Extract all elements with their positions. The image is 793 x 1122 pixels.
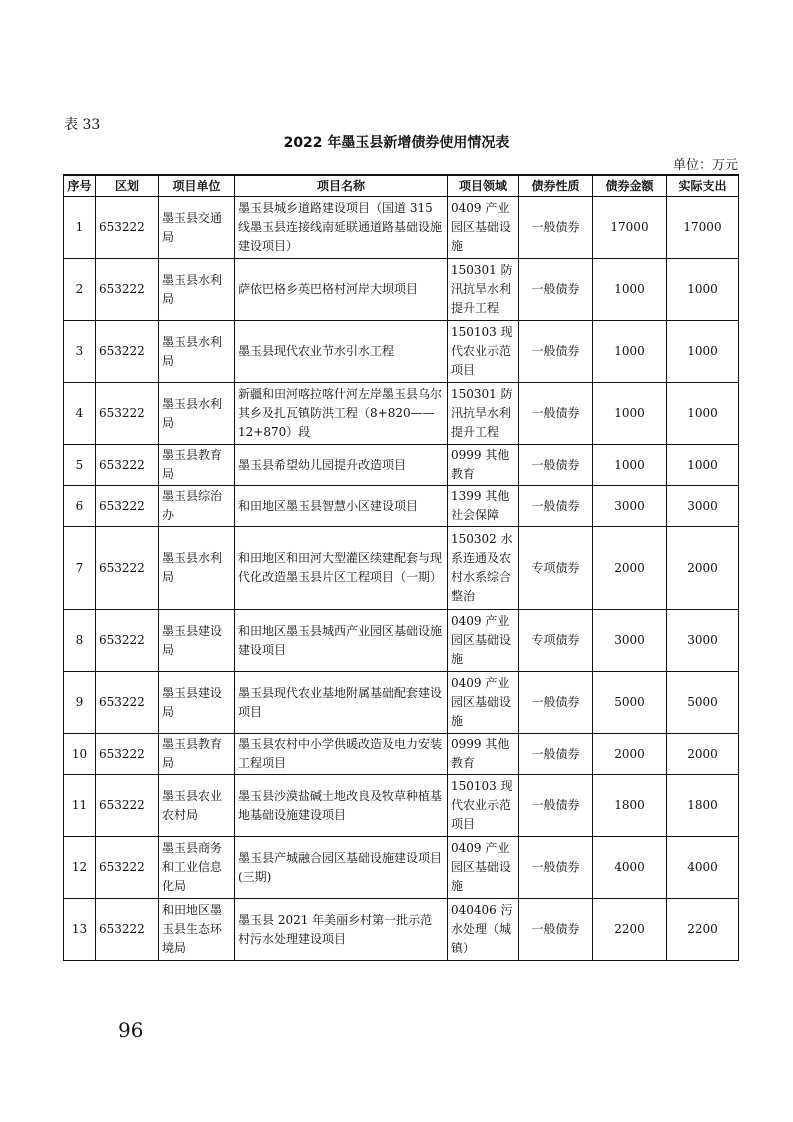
cell-amount: 2000 bbox=[593, 527, 667, 610]
table-row bbox=[64, 486, 739, 527]
cell-spent: 3000 bbox=[667, 486, 739, 527]
cell-spent: 17000 bbox=[667, 197, 739, 259]
header-name: 项目名称 bbox=[235, 175, 448, 197]
table-row bbox=[64, 610, 739, 672]
cell-region: 653222 bbox=[96, 197, 159, 259]
cell-unit: 墨玉县教育局 bbox=[159, 734, 235, 775]
cell-unit: 墨玉县建设局 bbox=[159, 610, 235, 672]
cell-field: 040406 污水处理（城镇） bbox=[448, 899, 519, 961]
cell-field: 150103 现代农业示范项目 bbox=[448, 775, 519, 837]
cell-amount: 1000 bbox=[593, 321, 667, 383]
cell-spent: 3000 bbox=[667, 610, 739, 672]
cell-type: 一般债券 bbox=[519, 197, 593, 259]
cell-amount: 1000 bbox=[593, 445, 667, 486]
cell-no: 1 bbox=[64, 197, 96, 259]
page-number: 96 bbox=[118, 1018, 144, 1042]
cell-spent: 5000 bbox=[667, 672, 739, 734]
cell-type: 一般债券 bbox=[519, 486, 593, 527]
cell-region: 653222 bbox=[96, 321, 159, 383]
header-field: 项目领域 bbox=[448, 175, 519, 197]
cell-amount: 2200 bbox=[593, 899, 667, 961]
cell-amount: 4000 bbox=[593, 837, 667, 899]
cell-no: 8 bbox=[64, 610, 96, 672]
cell-name: 墨玉县农村中小学供暖改造及电力安装工程项目 bbox=[235, 734, 448, 775]
cell-spent: 1000 bbox=[667, 383, 739, 445]
cell-field: 0999 其他教育 bbox=[448, 445, 519, 486]
cell-unit: 和田地区墨玉县生态环境局 bbox=[159, 899, 235, 961]
cell-spent: 4000 bbox=[667, 837, 739, 899]
cell-amount: 5000 bbox=[593, 672, 667, 734]
cell-unit: 墨玉县交通局 bbox=[159, 197, 235, 259]
cell-name: 和田地区墨玉县城西产业园区基础设施建设项目 bbox=[235, 610, 448, 672]
cell-region: 653222 bbox=[96, 486, 159, 527]
header-amount: 债券金额 bbox=[593, 175, 667, 197]
cell-unit: 墨玉县水利局 bbox=[159, 527, 235, 610]
cell-region: 653222 bbox=[96, 734, 159, 775]
cell-no: 4 bbox=[64, 383, 96, 445]
cell-name: 和田地区和田河大型灌区续建配套与现代化改造墨玉县片区工程项目（一期） bbox=[235, 527, 448, 610]
cell-type: 专项债券 bbox=[519, 610, 593, 672]
page-title: 2022 年墨玉县新增债券使用情况表 bbox=[283, 135, 510, 151]
cell-region: 653222 bbox=[96, 899, 159, 961]
cell-unit: 墨玉县商务和工业信息化局 bbox=[159, 837, 235, 899]
cell-no: 12 bbox=[64, 837, 96, 899]
cell-region: 653222 bbox=[96, 775, 159, 837]
table-row bbox=[64, 775, 739, 837]
cell-field: 0999 其他教育 bbox=[448, 734, 519, 775]
cell-name: 墨玉县 2021 年美丽乡村第一批示范村污水处理建设项目 bbox=[235, 899, 448, 961]
cell-field: 1399 其他社会保障 bbox=[448, 486, 519, 527]
table-row bbox=[64, 197, 739, 259]
header-type: 债券性质 bbox=[519, 175, 593, 197]
cell-type: 一般债券 bbox=[519, 775, 593, 837]
cell-region: 653222 bbox=[96, 527, 159, 610]
cell-no: 13 bbox=[64, 899, 96, 961]
cell-amount: 3000 bbox=[593, 486, 667, 527]
cell-name: 墨玉县城乡道路建设项目（国道 315 线墨玉县连接线南延联通道路基础设施建设项目） bbox=[235, 197, 448, 259]
cell-field: 0409 产业园区基础设施 bbox=[448, 610, 519, 672]
cell-type: 一般债券 bbox=[519, 321, 593, 383]
header-unit: 项目单位 bbox=[159, 175, 235, 197]
cell-field: 150301 防汛抗旱水利提升工程 bbox=[448, 383, 519, 445]
cell-type: 一般债券 bbox=[519, 383, 593, 445]
unit-label: 单位：万元 bbox=[672, 158, 738, 173]
cell-amount: 1800 bbox=[593, 775, 667, 837]
table-row bbox=[64, 899, 739, 961]
cell-no: 10 bbox=[64, 734, 96, 775]
cell-name: 墨玉县现代农业基地附属基础配套建设项目 bbox=[235, 672, 448, 734]
cell-name: 萨依巴格乡英巴格村河岸大坝项目 bbox=[235, 259, 448, 321]
cell-unit: 墨玉县建设局 bbox=[159, 672, 235, 734]
cell-spent: 1000 bbox=[667, 259, 739, 321]
cell-no: 6 bbox=[64, 486, 96, 527]
table-row bbox=[64, 734, 739, 775]
cell-unit: 墨玉县水利局 bbox=[159, 259, 235, 321]
cell-name: 墨玉县产城融合园区基础设施建设项目(三期) bbox=[235, 837, 448, 899]
cell-field: 150103 现代农业示范项目 bbox=[448, 321, 519, 383]
cell-name: 墨玉县现代农业节水引水工程 bbox=[235, 321, 448, 383]
cell-region: 653222 bbox=[96, 672, 159, 734]
cell-no: 7 bbox=[64, 527, 96, 610]
cell-field: 150301 防汛抗旱水利提升工程 bbox=[448, 259, 519, 321]
cell-spent: 2200 bbox=[667, 899, 739, 961]
cell-type: 一般债券 bbox=[519, 734, 593, 775]
cell-type: 专项债券 bbox=[519, 527, 593, 610]
cell-spent: 2000 bbox=[667, 734, 739, 775]
cell-unit: 墨玉县综治办 bbox=[159, 486, 235, 527]
cell-type: 一般债券 bbox=[519, 259, 593, 321]
cell-spent: 1000 bbox=[667, 445, 739, 486]
table-header-row bbox=[64, 175, 739, 197]
cell-no: 5 bbox=[64, 445, 96, 486]
cell-type: 一般债券 bbox=[519, 899, 593, 961]
debt-usage-table bbox=[63, 174, 739, 961]
cell-name: 墨玉县希望幼儿园提升改造项目 bbox=[235, 445, 448, 486]
cell-field: 0409 产业园区基础设施 bbox=[448, 672, 519, 734]
cell-type: 一般债券 bbox=[519, 837, 593, 899]
cell-region: 653222 bbox=[96, 383, 159, 445]
cell-no: 11 bbox=[64, 775, 96, 837]
cell-name: 墨玉县沙漠盐碱土地改良及牧草种植基地基础设施建设项目 bbox=[235, 775, 448, 837]
table-row bbox=[64, 321, 739, 383]
cell-region: 653222 bbox=[96, 837, 159, 899]
cell-unit: 墨玉县教育局 bbox=[159, 445, 235, 486]
table-row bbox=[64, 259, 739, 321]
cell-type: 一般债券 bbox=[519, 445, 593, 486]
cell-no: 2 bbox=[64, 259, 96, 321]
cell-region: 653222 bbox=[96, 610, 159, 672]
cell-spent: 1000 bbox=[667, 321, 739, 383]
cell-amount: 3000 bbox=[593, 610, 667, 672]
cell-spent: 2000 bbox=[667, 527, 739, 610]
cell-type: 一般债券 bbox=[519, 672, 593, 734]
cell-amount: 17000 bbox=[593, 197, 667, 259]
header-region: 区划 bbox=[96, 175, 159, 197]
table-row bbox=[64, 383, 739, 445]
cell-field: 0409 产业园区基础设施 bbox=[448, 197, 519, 259]
cell-unit: 墨玉县农业农村局 bbox=[159, 775, 235, 837]
table-row bbox=[64, 527, 739, 610]
table-label: 表 33 bbox=[64, 117, 101, 133]
header-no: 序号 bbox=[64, 175, 96, 197]
table-row bbox=[64, 445, 739, 486]
cell-spent: 1800 bbox=[667, 775, 739, 837]
cell-region: 653222 bbox=[96, 259, 159, 321]
cell-name: 新疆和田河喀拉喀什河左岸墨玉县乌尔其乡及扎瓦镇防洪工程（8+820——12+870）段 bbox=[235, 383, 448, 445]
cell-amount: 1000 bbox=[593, 383, 667, 445]
cell-unit: 墨玉县水利局 bbox=[159, 321, 235, 383]
cell-field: 0409 产业园区基础设施 bbox=[448, 837, 519, 899]
cell-unit: 墨玉县水利局 bbox=[159, 383, 235, 445]
cell-field: 150302 水系连通及农村水系综合整治 bbox=[448, 527, 519, 610]
cell-no: 3 bbox=[64, 321, 96, 383]
cell-amount: 1000 bbox=[593, 259, 667, 321]
cell-region: 653222 bbox=[96, 445, 159, 486]
cell-amount: 2000 bbox=[593, 734, 667, 775]
table-row bbox=[64, 837, 739, 899]
cell-no: 9 bbox=[64, 672, 96, 734]
header-spent: 实际支出 bbox=[667, 175, 739, 197]
cell-name: 和田地区墨玉县智慧小区建设项目 bbox=[235, 486, 448, 527]
table-row bbox=[64, 672, 739, 734]
